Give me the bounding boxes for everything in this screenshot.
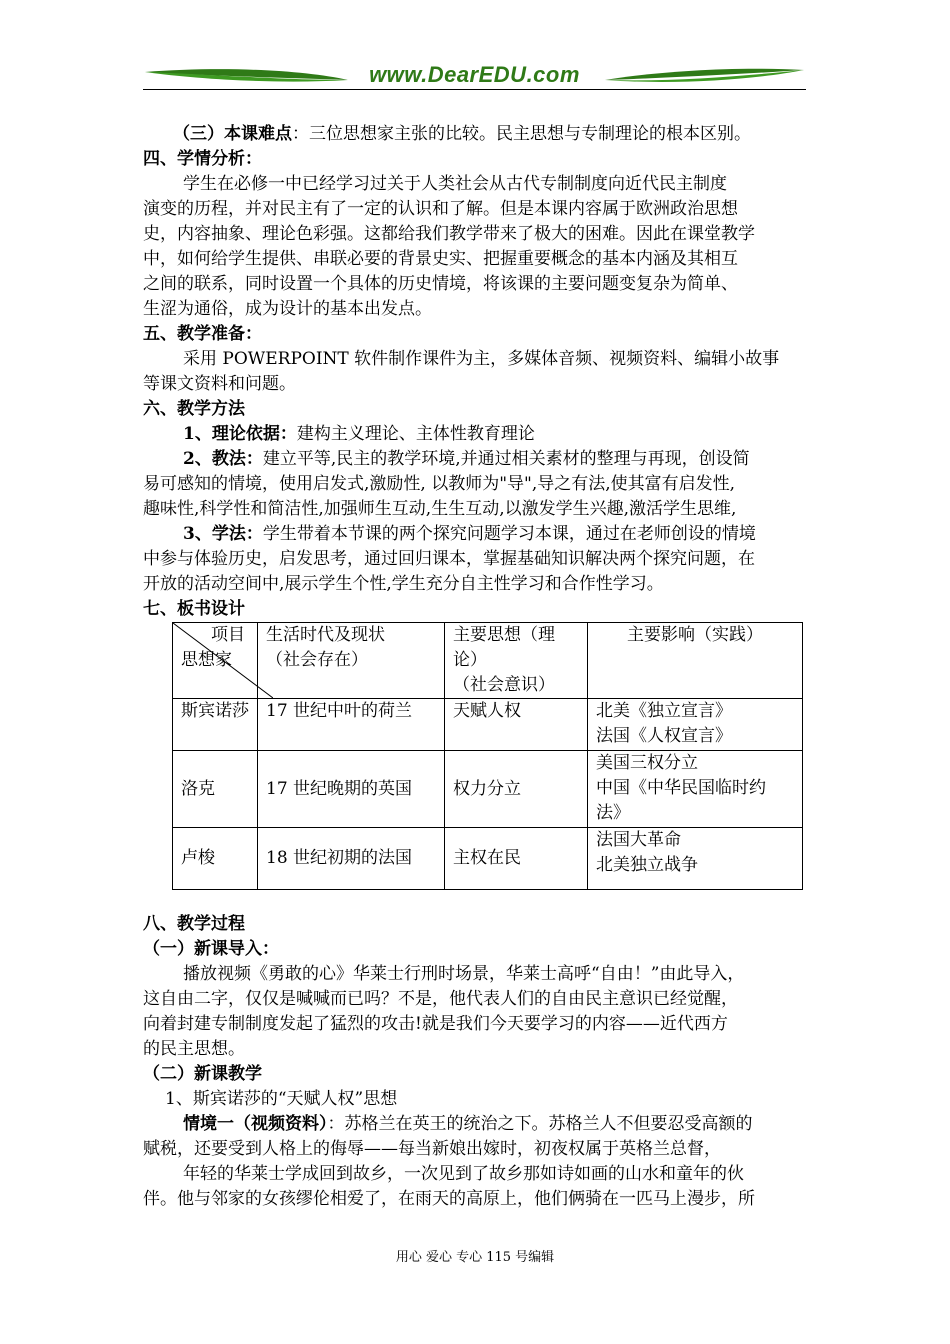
page-footer: 用心 爱心 专心 115 号编辑 [395,1250,555,1265]
cell-era: 18 世纪初期的法国 [258,828,445,890]
scene-1-text: ：苏格兰在英王的统治之下。苏格兰人不但要忍受高额的 [327,1114,753,1134]
cell-name: 斯宾诺莎 [173,699,258,751]
method-3-line [143,522,808,547]
header-idea-line: （社会意识） [453,675,555,695]
section-7-title: 七、板书设计 [143,599,245,619]
section-8-title: 八、教学过程 [143,914,245,934]
impact-line: 北美独立战争 [596,855,698,875]
paragraph-line: 等课文资料和问题。 [143,374,296,394]
site-header [143,58,806,92]
paragraph-line: 易可感知的情境，使用启发式,激励性, 以教师为"导",导之有法,使其富有启发性, [143,474,736,494]
method-2-text: 建立平等,民主的教学环境,并通过相关素材的整理与再现，创设简 [262,449,750,469]
corner-cell [173,623,258,699]
table-header-row [173,623,803,699]
method-2-label: 2、教法： [183,449,263,469]
header-idea-line: 主要思想（理 [453,625,555,645]
paragraph-line: 赋税，还要受到人格上的侮辱——每当新娘出嫁时，初夜权属于英格兰总督， [143,1139,721,1159]
cell-idea: 天赋人权 [445,699,588,751]
header-idea-line: 论） [453,650,487,670]
board-design-table [172,622,803,890]
paragraph-line: 的民主思想。 [143,1039,245,1059]
paragraph-line: 学生在必修一中已经学习过关于人类社会从古代专制制度向近代民主制度 [183,174,727,194]
header-cell-idea [445,623,588,699]
impact-line: 法》 [596,803,630,823]
header-cell-impact [588,623,803,699]
cell-idea: 主权在民 [445,828,588,890]
paragraph-line: 向着封建专制制度发起了猛烈的攻击!就是我们今天要学习的内容——近代西方 [143,1014,728,1034]
impact-line: 北美《独立宣言》 [596,701,732,721]
difficulty-label: （三）本课难点 [173,124,292,144]
cell-impact [588,699,803,751]
table-row [173,828,803,890]
scene-1-label: 情境一（视频资料） [183,1114,328,1134]
header-era-line: （社会存在） [266,650,368,670]
paragraph-line: 伴。他与邻家的女孩缪伦相爱了，在雨天的高原上，他们俩骑在一匹马上漫步，所 [143,1189,755,1209]
topic-1-title: 1、斯宾诺莎的“天赋人权”思想 [165,1089,398,1109]
method-1-line [143,422,808,447]
corner-bottom-label: 思想家 [181,650,232,670]
paragraph-line: 之间的联系，同时设置一个具体的历史情境，将该课的主要问题变复杂为简单、 [143,274,738,294]
section-4-title: 四、学情分析： [143,149,262,169]
paragraph-line: 趣味性,科学性和简洁性,加强师生互动,生生互动,以激发学生兴趣,激活学生思维, [143,499,737,519]
method-2-line [143,447,808,472]
paragraph-line: 采用 POWERPOINT 软件制作课件为主，多媒体音频、视频资料、编辑小故事 [183,349,780,369]
method-1-label: 1、理论依据： [183,424,297,444]
method-3-text: 学生带着本节课的两个探究问题学习本课，通过在老师创设的情境 [262,524,756,544]
paragraph-line: 史，内容抽象、理论色彩强。这都给我们教学带来了极大的困难。因此在课堂教学 [143,224,755,244]
paragraph-line: 年轻的华莱士学成回到故乡，一次见到了故乡那如诗如画的山水和童年的伙 [183,1164,744,1184]
cell-impact [588,751,803,828]
new-lesson-title: （二）新课教学 [143,1064,262,1084]
process-section [143,912,808,1212]
scene-1-line [143,1112,808,1137]
cell-era: 17 世纪晚期的英国 [258,751,445,828]
method-3-label: 3、学法： [183,524,263,544]
impact-line: 中国《中华民国临时约 [596,778,766,798]
header-cell-era [258,623,445,699]
cell-impact [588,828,803,890]
document-body [143,122,808,622]
impact-line: 法国大革命 [596,830,681,850]
site-logo-text[interactable]: www.DearEDU.com [369,62,580,87]
paragraph-line: 开放的活动空间中,展示学生个性,学生充分自主性学习和合作性学习。 [143,574,664,594]
impact-line: 法国《人权宣言》 [596,726,732,746]
cell-name: 卢梭 [173,828,258,890]
paragraph-line: 演变的历程，并对民主有了一定的认识和了解。但是本课内容属于欧洲政治思想 [143,199,738,219]
corner-top-label: 项目 [211,625,245,645]
impact-line: 美国三权分立 [596,753,698,773]
header-rule [143,89,806,90]
paragraph-line: 生涩为通俗，成为设计的基本出发点。 [143,299,432,319]
intro-title: （一）新课导入： [143,939,279,959]
difficulty-text: ：三位思想家主张的比较。民主思想与专制理论的根本区别。 [292,124,751,144]
table-row [173,699,803,751]
table-row [173,751,803,828]
difficulty-line [143,122,808,147]
paragraph-line: 这自由二字，仅仅是喊喊而已吗？不是，他代表人们的自由民主意识已经觉醒， [143,989,738,1009]
header-impact-line: 主要影响（实践） [627,625,763,645]
section-5-title: 五、教学准备： [143,324,262,344]
header-era-line: 生活时代及现状 [266,625,385,645]
paragraph-line: 中参与体验历史，启发思考，通过回归课本，掌握基础知识解决两个探究问题，在 [143,549,755,569]
cell-idea: 权力分立 [445,751,588,828]
cell-name: 洛克 [173,751,258,828]
method-1-text: 建构主义理论、主体性教育理论 [296,424,535,444]
section-6-title: 六、教学方法 [143,399,245,419]
paragraph-line: 中，如何给学生提供、串联必要的背景史实、把握重要概念的基本内涵及其相互 [143,249,738,269]
cell-era: 17 世纪中叶的荷兰 [258,699,445,751]
paragraph-line: 播放视频《勇敢的心》华莱士行刑时场景，华莱士高呼“自由！”由此导入， [183,964,745,984]
